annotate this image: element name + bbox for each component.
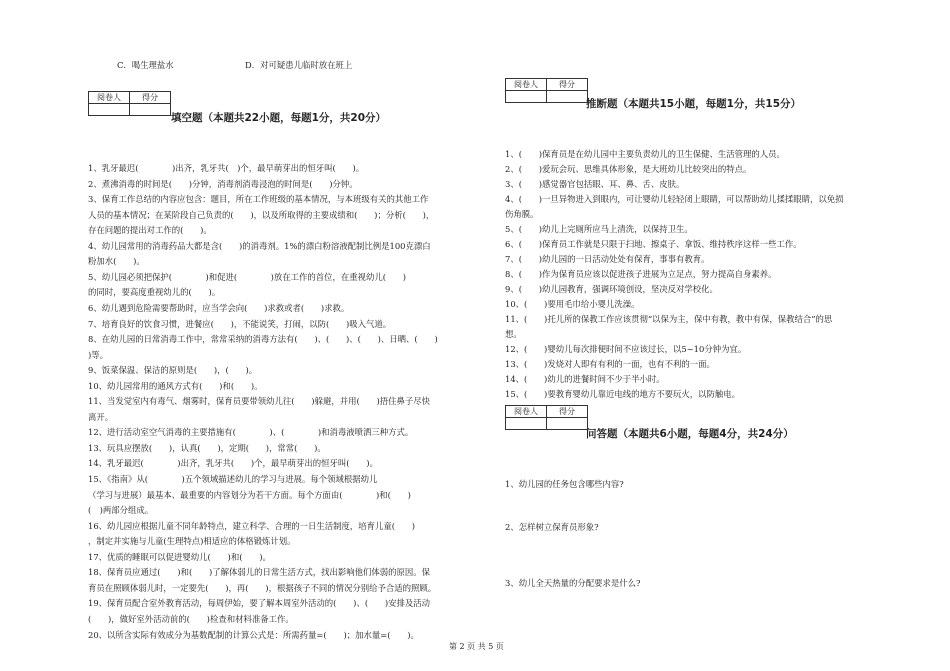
- question-line: 粉加水( )。: [88, 256, 145, 267]
- question-line: 12、进行活动室空气消毒的主要措施有( )、( )和消毒液喷洒三种方式。: [88, 427, 414, 438]
- judge-section-title: 推断题（本题共15小题，每题1分，共15分）: [586, 98, 802, 110]
- question-line: 5、幼儿园必须把保护( )和促进( )放在工作的首位，在重视幼儿( ): [88, 271, 407, 282]
- question-line: 10、幼儿园常用的通风方式有( )和( )。: [88, 380, 263, 391]
- page-footer: 第 2 页 共 5 页: [449, 642, 504, 651]
- score-box-fill: [88, 91, 171, 116]
- reviewer-label: 阅卷人: [506, 406, 547, 418]
- question-line: 11、( )托儿所的保教工作应该贯彻“以保为主，保中有教，教中有保，保教结合”的思: [505, 314, 833, 324]
- question-line: 1、( )保育员是在幼儿园中主要负责幼儿的卫生保健、生活管理的人员。: [505, 149, 785, 159]
- question-line: 6、幼儿遇到危险需要帮助时，应当学会向( )求救或者( )求救。: [88, 302, 350, 313]
- question-line: 4、( )一旦异物进入到眼内，可让婴幼儿轻轻闭上眼睛，可以帮助幼儿揉揉眼睛，以免损: [505, 194, 844, 204]
- question-line: )等。: [88, 349, 109, 360]
- question-line: 13、( )发烧对人即有有利的一面，也有不利的一面。: [505, 359, 715, 369]
- question-line: 5、( )幼儿上完厕所应马上清洗，以保持卫生。: [505, 224, 693, 234]
- question-line: 离开。: [88, 411, 114, 422]
- question-line: 18、保育员应通过( )和( )了解体弱儿的日常生活方式，找出影响他们体弱的原因。保: [88, 567, 430, 578]
- question-line: 2、( )爱玩会玩、思维具体形象，是大班幼儿比较突出的特点。: [505, 164, 752, 174]
- question-line: ，制定并实施与儿童(生理特点)相适应的体格锻炼计划。: [88, 536, 296, 547]
- qa-question-3: 3、幼儿全天热量的分配要求是什么?: [505, 578, 641, 588]
- question-line: 14、乳牙最迟( )出齐，乳牙共( )个，最早萌芽出的恒牙叫( )。: [88, 458, 378, 469]
- score-box-judge: [505, 78, 588, 103]
- question-line: 4、幼儿园常用的消毒药品大都是含( )的消毒剂。1%的漂白粉溶液配制比例是100克漂白: [88, 240, 431, 251]
- score-box-qa: [505, 405, 588, 430]
- question-line: ( )，做好室外活动前的( )检查和材料准备工作。: [88, 613, 294, 624]
- score-label: 得分: [547, 79, 588, 91]
- option-c: C．喝生理盐水: [117, 60, 174, 70]
- question-line: （学习与进展）最基本、最重要的内容划分为若干方面。每个方面由( )和( ): [88, 489, 411, 500]
- question-line: 7、( )幼儿园的一日活动处处有保育，事事有教育。: [505, 254, 710, 264]
- question-line: 19、保育员配合室外教育活动，每周伊始，要了解本周室外活动的( )、( )安排及活动: [88, 598, 430, 609]
- question-line: 的同时，要高度重视幼儿的( )。: [88, 287, 221, 298]
- question-line: 14、( )幼儿的进餐时间不少于半小时。: [505, 374, 665, 384]
- question-line: 9、( )幼儿园教育，强调环境创设，坚决反对学校化。: [505, 284, 718, 294]
- question-line: 伤角膜。: [505, 209, 539, 219]
- question-line: 20、以所含实际有效成分为基数配制的计算公式是：所需药量=( )；加水量=( )。: [88, 629, 419, 640]
- question-line: 存在问题的提出对工作的( )。: [88, 225, 212, 236]
- question-line: 3、( )感觉器官包括眼、耳、鼻、舌、皮肤。: [505, 179, 685, 189]
- qa-question-1: 1、幼儿园的任务包含哪些内容?: [505, 479, 624, 489]
- score-label: 得分: [130, 92, 171, 104]
- fill-section-title: 填空题（本题共22小题，每题1分，共20分）: [171, 112, 387, 124]
- question-line: 育员在照顾体弱儿时，一定要先( )，再( )，根据孩子不同的情况分别给予合适的照顾。: [88, 582, 437, 593]
- question-line: 15、《指南》从( )五个领域描述幼儿的学习与进展。每个领域根据幼儿: [88, 474, 378, 484]
- question-line: 6、( )保育员工作就是只限于扫地、擦桌子、拿饭、维持秩序这样一些工作。: [505, 239, 802, 249]
- reviewer-label: 阅卷人: [89, 92, 130, 104]
- question-line: 12、( )婴幼儿每次排便时间不应该过长，以5~10分钟为宜。: [505, 344, 747, 354]
- question-line: 17、优质的睡眠可以促进婴幼儿( )和( )。: [88, 551, 271, 562]
- option-d: D．对可疑患儿临时放在班上: [245, 60, 353, 70]
- question-line: 13、玩具应摆放( )，认真( )，定期( )，常常( )。: [88, 442, 326, 453]
- question-line: 7、培育良好的饮食习惯，进餐应( )，不能说笑，打闹，以防( )吸入气道。: [88, 318, 392, 329]
- question-line: 人员的基本情况；在某阶段自己负责的( )，以及所取得的主要成绩和( )；分析( )，: [88, 209, 435, 220]
- question-line: 9、饭菜保温、保洁的原则是( )，( )。: [88, 365, 258, 376]
- reviewer-label: 阅卷人: [506, 79, 547, 91]
- question-line: 16、幼儿园应根据儿童不同年龄特点，建立科学、合理的一日生活制度，培育儿童( ): [88, 520, 416, 531]
- question-line: 8、( )作为保育员应该以促进孩子进展为立足点，努力提高自身素养。: [505, 269, 777, 279]
- question-line: 8、在幼儿园的日常消毒工作中，常常采纳的消毒方法有( )、( )、( )、日晒、( ): [88, 334, 438, 345]
- question-line: 10、( )要用毛巾给小婴儿洗澡。: [505, 299, 640, 309]
- qa-question-2: 2、怎样树立保育员形象?: [505, 522, 599, 532]
- question-line: 3、保育工作总结的内容应包含：题目，所在工作班级的基本情况，与本班级有关的其他工作: [88, 194, 429, 205]
- question-line: 15、( )要教育婴幼儿靠近电线的地方不要玩火，以防触电。: [505, 389, 740, 399]
- question-line: 11、当发觉室内有毒气、烟雾时，保育员要带领幼儿往( )躲避，并用( )捂住鼻子尽快: [88, 396, 430, 407]
- question-line: 2、煮沸消毒的时间是( )分钟，消毒剂消毒浸泡的时间是( )分钟。: [88, 178, 358, 189]
- qa-section-title: 问答题（本题共6小题，每题4分，共24分）: [586, 428, 794, 440]
- question-line: ( )两部分组成。: [88, 505, 154, 516]
- question-line: 1、乳牙最迟( )出齐，乳牙共( )个，最早萌芽出的恒牙叫( )。: [88, 163, 365, 173]
- question-line: 想。: [505, 329, 522, 339]
- score-label: 得分: [547, 406, 588, 418]
